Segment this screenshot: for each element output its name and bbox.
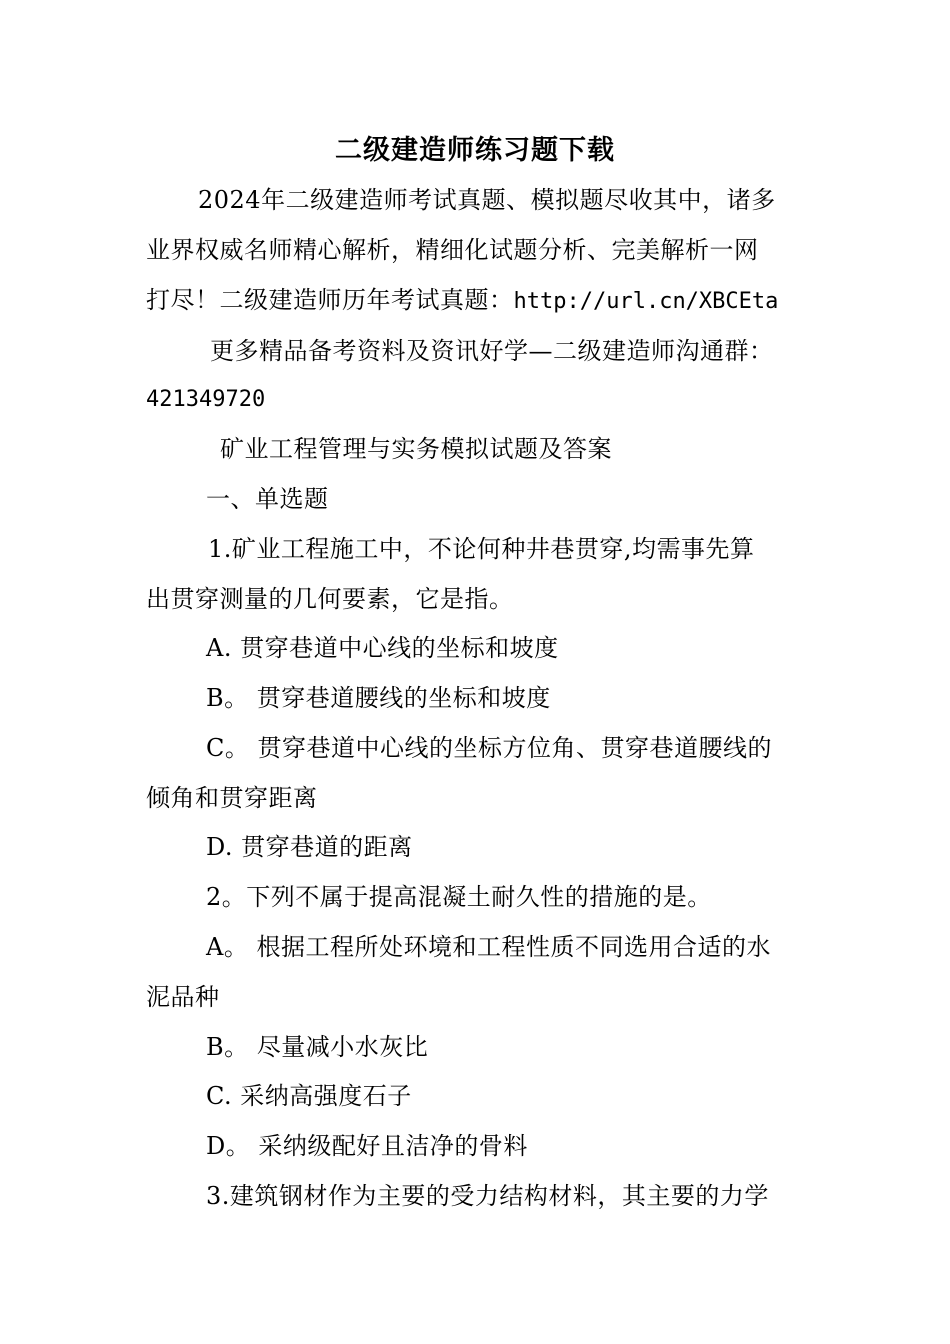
- group-line-1: 更多精品备考资料及资讯好学—二级建造师沟通群：: [210, 337, 774, 365]
- q2-stem: 2。下列不属于提高混凝土耐久性的措施的是。: [206, 883, 712, 911]
- intro-line-2: 业界权威名师精心解析，精细化试题分析、完美解析一网: [146, 236, 759, 264]
- q1-option-c-line-2: 倾角和贯穿距离: [146, 784, 318, 812]
- q1-option-c-line-1: C。 贯穿巷道中心线的坐标方位角、贯穿巷道腰线的: [206, 734, 772, 762]
- q2-option-c: C. 采纳高强度石子: [206, 1082, 412, 1110]
- intro-line-3-text: 打尽！二级建造师历年考试真题：: [146, 286, 514, 314]
- exam-link[interactable]: http://url.cn/XBCEta: [513, 289, 779, 314]
- q1-option-d: D. 贯穿巷道的距离: [206, 833, 413, 861]
- intro-line-3: [146, 284, 778, 318]
- q1-option-b: B。 贯穿巷道腰线的坐标和坡度: [206, 684, 551, 712]
- q2-option-b: B。 尽量减小水灰比: [206, 1033, 429, 1061]
- document-title: 二级建造师练习题下载: [335, 135, 615, 166]
- q1-option-a: A. 贯穿巷道中心线的坐标和坡度: [206, 634, 559, 662]
- exam-subtitle: 矿业工程管理与实务模拟试题及答案: [220, 435, 612, 463]
- q2-option-d: D。 采纳级配好且洁净的骨料: [206, 1132, 528, 1160]
- intro-line-1: 2024年二级建造师考试真题、模拟题尽收其中，诸多: [198, 186, 776, 214]
- q1-stem-line-2: 出贯穿测量的几何要素，它是指。: [146, 585, 514, 613]
- section-heading: 一、单选题: [206, 485, 329, 513]
- q1-stem-line-1: 1.矿业工程施工中，不论何种井巷贯穿,均需事先算: [208, 535, 755, 563]
- q2-option-a-line-1: A。 根据工程所处环境和工程性质不同选用合适的水: [206, 933, 771, 961]
- q3-stem-line-1: 3.建筑钢材作为主要的受力结构材料，其主要的力学: [206, 1182, 769, 1210]
- q2-option-a-line-2: 泥品种: [146, 983, 220, 1011]
- group-number: 421349720: [146, 387, 266, 412]
